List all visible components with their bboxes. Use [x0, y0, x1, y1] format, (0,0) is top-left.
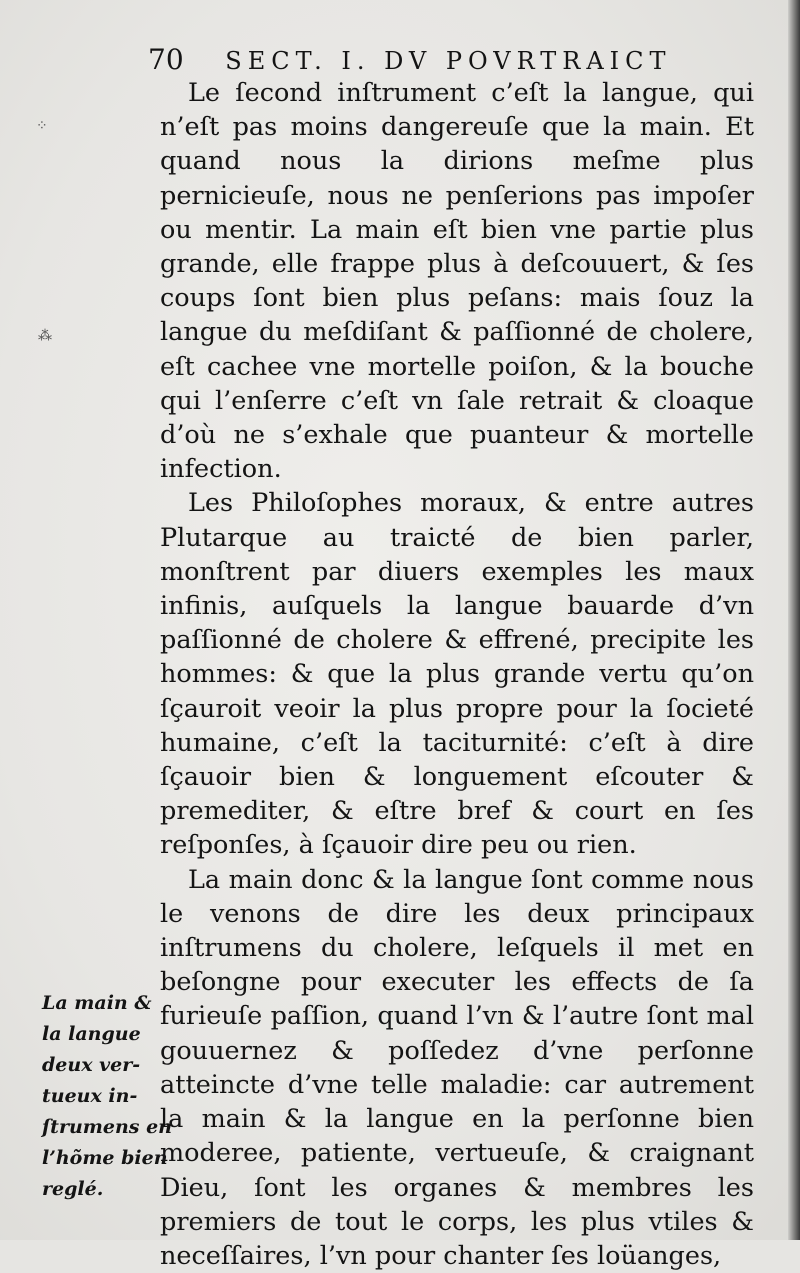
- paragraph-1: Le ſecond inſtrument c’eſt la langue, qui n’eſt pas moins dangereuſe que la main. Et quand nous la dirions meſme plus pernicieuſe, nous ne penſerions pas impoſer ou mentir. La main eſt bien vne partie plus grande, elle frappe plus à deſcouuert, & ſes coups ſont bien plus peſans: mais ſouz la langue du meſdiſant & paſſionné de cholere, eſt cachee vne mortelle poiſon, & la bouche qui l’enſerre c’eſt vn ſale retrait & cloaque d’où ne s’exhale que puanteur & mortelle infection.: [160, 78, 754, 485]
- page-number: 70: [148, 43, 184, 76]
- page-edge-shadow: [788, 0, 800, 1240]
- ink-speck: ⁘: [36, 118, 48, 134]
- margin-note-line: deux ver-: [42, 1054, 141, 1076]
- margin-note-line: ſtrumens en: [42, 1116, 172, 1138]
- margin-note-line: tueux in-: [42, 1085, 138, 1107]
- ink-speck: ⁂: [38, 328, 52, 344]
- running-title: SECT. I. DV POVRTRAICT: [225, 47, 672, 75]
- main-text: [160, 76, 754, 1273]
- margin-note-line: La main &: [42, 992, 152, 1014]
- margin-note-line: l’hõme bien: [42, 1147, 168, 1169]
- paragraph-3: La main donc & la langue ſont comme nous le venons de dire les deux principaux inſtrumens du cholere, leſquels il met en beſongne pour executer les effects de ſa furieuſe paſſion, quand l’vn & l’autre ſont mal gouuernez & poſſedez d’vne perſonne atteincte d’vne telle maladie: car autrement la main & la langue en la perſonne bien moderee, patiente, vertueuſe, & craignant Dieu, ſont les organes & membres les premiers de tout le corps, les plus vtiles & neceſſaires, l’vn pour chanter ſes loüanges,: [160, 864, 754, 1271]
- margin-note-line: la langue: [42, 1023, 141, 1045]
- margin-note-line: reglé.: [42, 1178, 104, 1200]
- margin-note: [42, 988, 172, 1205]
- running-header: [148, 42, 708, 78]
- paragraph-2: Les Philoſophes moraux, & entre autres Plutarque au traicté de bien parler, monſtrent par diuers exemples les maux infinis, auſquels la langue bauarde d’vn paſſionné de cholere & effrené, precipite les hommes: & que la plus grande vertu qu’on ſçauroit veoir la plus propre pour la ſocieté humaine, c’eſt la taciturnité: c’eſt à dire ſçauoir bien & longuement eſcouter & premediter, & eſtre bref & court en ſes reſponſes, à ſçauoir dire peu ou rien.: [160, 488, 754, 861]
